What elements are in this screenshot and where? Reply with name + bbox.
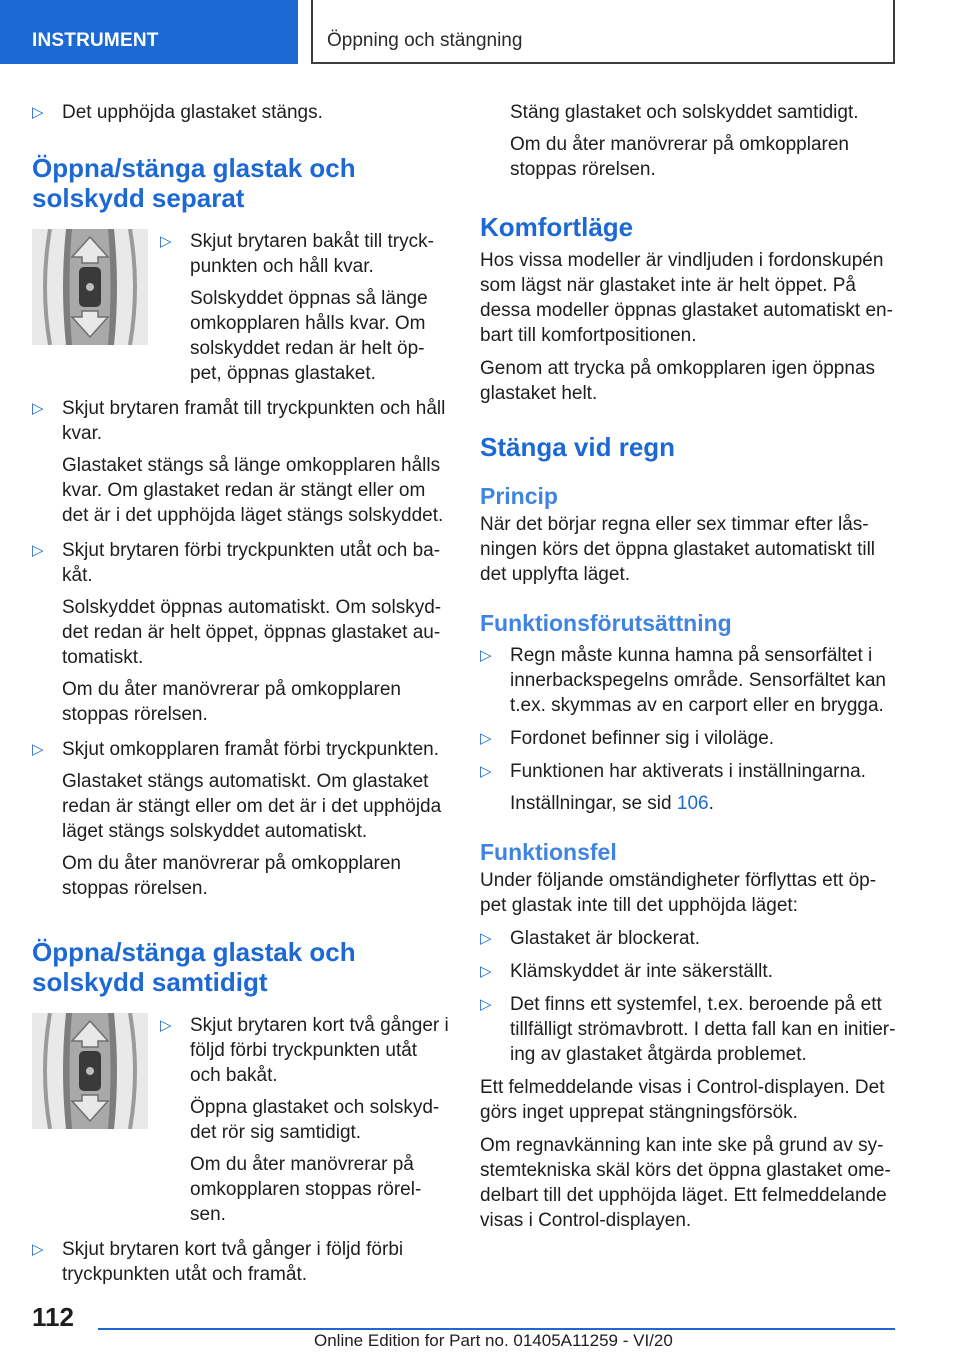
instruction-list <box>32 396 452 901</box>
roof-switch-image <box>32 229 148 345</box>
list-item-detail: Om du åter manövrerar på omkopplaren stoppas rörelsen. <box>62 853 401 899</box>
section-heading: Öppna/stänga glastak och solskydd separat <box>32 153 356 213</box>
list-item-detail: Om du åter manövrerar på omkopplaren stoppas rörelsen. <box>62 679 401 725</box>
list-item-detail: Glastaket stängs automatiskt. Om glastaket redan är stängt eller om det är i det upphöjda läget stängs solskyddet automatiskt. <box>62 771 442 842</box>
bullet-triangle-icon: ▷ <box>480 763 492 780</box>
list-item-detail: Glastaket stängs så länge omkopplaren hålls kvar. Om glastaket redan är stängt eller om det är i det upphöjda läget stängs solskyddet. <box>62 455 444 526</box>
figure-row <box>32 229 452 386</box>
paragraph: Ett felmeddelande visas i Control-displayen. Det görs inget upprepat stängningsförsök. <box>480 1077 885 1123</box>
bullet-triangle-icon: ▷ <box>480 730 492 747</box>
section-heading: Öppna/stänga glastak och solskydd samtidigt <box>32 937 356 997</box>
bullet-triangle-icon: ▷ <box>32 542 44 559</box>
page-link[interactable]: 106 <box>676 793 709 814</box>
list-item-detail: Öppna glastaket och solskyd-det rör sig samtidigt. <box>190 1097 440 1143</box>
footer-divider <box>98 1328 895 1330</box>
list-item-detail: Stäng glastaket och solskyddet samtidigt. <box>510 102 859 123</box>
paragraph: Under följande omständigheter förflyttas ett öp-pet glastak inte till det upphöjda läget: <box>480 870 877 916</box>
list-item: ▷ Skjut brytaren framåt till tryckpunkten och håll kvar. <box>32 398 446 444</box>
bullet-triangle-icon: ▷ <box>32 104 44 121</box>
chapter-title: Öppning och stängning <box>327 30 523 51</box>
bullet-triangle-icon: ▷ <box>480 647 492 664</box>
list-item-detail: Solskyddet öppnas automatiskt. Om solskyd-det redan är helt öppet, öppnas glastaket au-tomatiskt. <box>62 597 442 668</box>
list-item: ▷ Regn måste kunna hamna på sensorfältet i innerbackspegelns område. Sensorfältet kan t.ex. skymmas av en carport eller en brygga. <box>480 645 887 716</box>
list-item: ▷ Glastaket är blockerat. <box>480 928 701 949</box>
chapter-header <box>311 0 895 64</box>
section-tab <box>0 0 298 64</box>
list-item: ▷ Skjut brytaren kort två gånger i följd förbi tryckpunkten utåt och framåt. <box>32 1239 404 1285</box>
list-item-detail: Om du åter manövrerar på omkopplaren stoppas rörel-sen. <box>190 1154 422 1225</box>
subsection-heading: Funktionsfel <box>480 839 617 865</box>
list-item-detail: Solskyddet öppnas så länge omkopplaren hålls kvar. Om solskyddet redan är helt öp-pet, öppnas glastaket. <box>190 288 428 384</box>
bullet-triangle-icon: ▷ <box>32 400 44 417</box>
list-item: ▷ Skjut omkopplaren framåt förbi tryckpunkten. <box>32 739 440 760</box>
list-item-detail: Om du åter manövrerar på omkopplaren stoppas rörelsen. <box>510 134 849 180</box>
roof-switch-image <box>32 1013 148 1129</box>
section-label: INSTRUMENT <box>32 30 159 51</box>
paragraph: Genom att trycka på omkopplaren igen öppnas glastaket helt. <box>480 358 876 404</box>
list-item: ▷ Skjut brytaren förbi tryckpunkten utåt och ba-kåt. <box>32 540 441 586</box>
settings-reference: Inställningar, se sid 106. <box>510 793 714 814</box>
list-item: ▷ Fordonet befinner sig i viloläge. <box>480 728 775 749</box>
right-column <box>480 100 900 1233</box>
roof-switch-icon <box>32 229 148 345</box>
bullet-triangle-icon: ▷ <box>480 996 492 1013</box>
paragraph: Hos vissa modeller är vindljuden i fordonskupén som lägst när glastaket inte är helt öppet. På dessa modeller öppnas glastaket automatiskt en-bart till komfortpositionen. <box>480 250 893 346</box>
edition-note: Online Edition for Part no. 01405A11259 - VI/20 <box>314 1331 673 1350</box>
bullet-triangle-icon: ▷ <box>480 963 492 980</box>
condition-list <box>480 643 900 784</box>
bullet-triangle-icon: ▷ <box>160 1017 172 1034</box>
figure-row <box>32 1013 452 1227</box>
left-column <box>32 100 452 1287</box>
section-heading: Komfortläge <box>480 212 634 242</box>
paragraph: Om regnavkänning kan inte ske på grund av sy-stemtekniska skäl körs det öppna glastaket ome-delbart till det upphöjda läget. Ett felmeddelande visas i Control-displayen. <box>480 1135 891 1231</box>
bullet-triangle-icon: ▷ <box>480 930 492 947</box>
roof-switch-icon <box>32 1013 148 1129</box>
section-heading: Stänga vid regn <box>480 432 676 462</box>
bullet-triangle-icon: ▷ <box>160 233 172 250</box>
bullet-triangle-icon: ▷ <box>32 1241 44 1258</box>
list-item: ▷ Skjut brytaren bakåt till tryck-punkten och håll kvar. <box>160 231 434 277</box>
fault-list <box>480 926 900 1067</box>
list-item: ▷ Det finns ett systemfel, t.ex. beroende på ett tillfälligt strömavbrott. I detta fall kan en initier-ing av glastaket åtgärda problemet. <box>480 994 896 1065</box>
subsection-heading: Funktionsförutsättning <box>480 610 732 636</box>
bullet-triangle-icon: ▷ <box>32 741 44 758</box>
subsection-heading: Princip <box>480 483 558 509</box>
list-item: ▷ Skjut brytaren kort två gånger i följd förbi tryckpunkten utåt och bakåt. <box>160 1015 449 1086</box>
page-number: 112 <box>32 1302 74 1332</box>
paragraph: När det börjar regna eller sex timmar efter lås-ningen körs det öppna glastaket automatiskt till det upplyfta läget. <box>480 514 876 585</box>
list-item: ▷ Det upphöjda glastaket stängs. <box>32 102 323 123</box>
list-item: ▷ Funktionen har aktiverats i inställningarna. <box>480 761 866 782</box>
list-item: ▷ Klämskyddet är inte säkerställt. <box>480 961 773 982</box>
